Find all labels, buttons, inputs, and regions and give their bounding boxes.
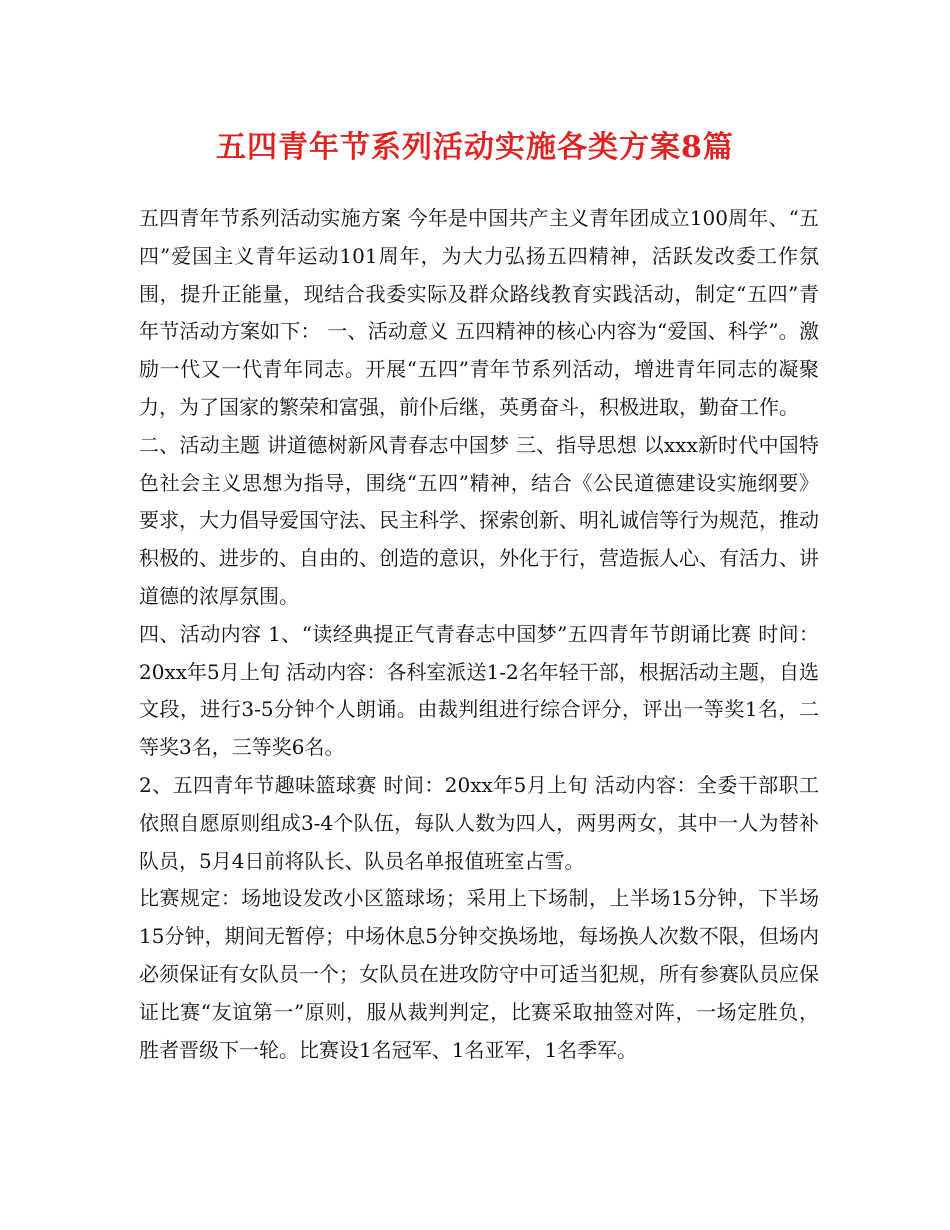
paragraph-basketball-game: 2、五四青年节趣味篮球赛 时间：20xx年5月上旬 活动内容：全委干部职工依照自愿原则组成3-4个队伍，每队人数为四人，两男两女，其中一人为替补队员，5月4日前将队长、队员名单报值班室占雪。 <box>139 772 819 873</box>
paragraph-theme-guidance: 二、活动主题 讲道德树新风青春志中国梦 三、指导思想 以xxx新时代中国特色社会主义思想为指导，围绕“五四”精神，结合《公民道德建设实施纲要》要求，大力倡导爱国守法、民主科学、探索创新、明礼诚信等行为规范，推动积极的、进步的、自由的、创造的意识，外化于行，营造振人心、有活力、讲道德的浓厚氛围。 <box>139 432 819 608</box>
paragraph-game-rules: 比赛规定：场地设发改小区篮球场；采用上下场制，上半场15分钟，下半场15分钟，期间无暂停；中场休息5分钟交换场地，每场换人次数不限，但场内必须保证有女队员一个；女队员在进攻防守中可适当犯规，所有参赛队员应保证比赛“友谊第一”原则，服从裁判判定，比赛采取抽签对阵，一场定胜负，胜者晋级下一轮。比赛设1名冠军、1名亚军，1名季军。 <box>139 886 819 1062</box>
document-body <box>139 200 819 1069</box>
paragraph-recitation-contest: 四、活动内容 1、“读经典提正气青春志中国梦”五四青年节朗诵比赛 时间：20xx年5月上旬 活动内容：各科室派送1-2名年轻干部，根据活动主题，自选文段，进行3-5分钟个人朗诵。由裁判组进行综合评分，评出一等奖1名，二等奖3名，三等奖6名。 <box>139 621 819 760</box>
document-title: 五四青年节系列活动实施各类方案8篇 <box>216 130 734 165</box>
paragraph-intro: 五四青年节系列活动实施方案 今年是中国共产主义青年团成立100周年、“五四”爱国主义青年运动101周年，为大力弘扬五四精神，活跃发改委工作氛围，提升正能量，现结合我委实际及群众路线教育实践活动，制定“五四”青年节活动方案如下： 一、活动意义 五四精神的核心内容为“爱国、科学”。激励一代又一代青年同志。开展“五四”青年节系列活动，增进青年同志的凝聚力，为了国家的繁荣和富强，前仆后继，英勇奋斗，积极进取，勤奋工作。 <box>139 206 819 419</box>
